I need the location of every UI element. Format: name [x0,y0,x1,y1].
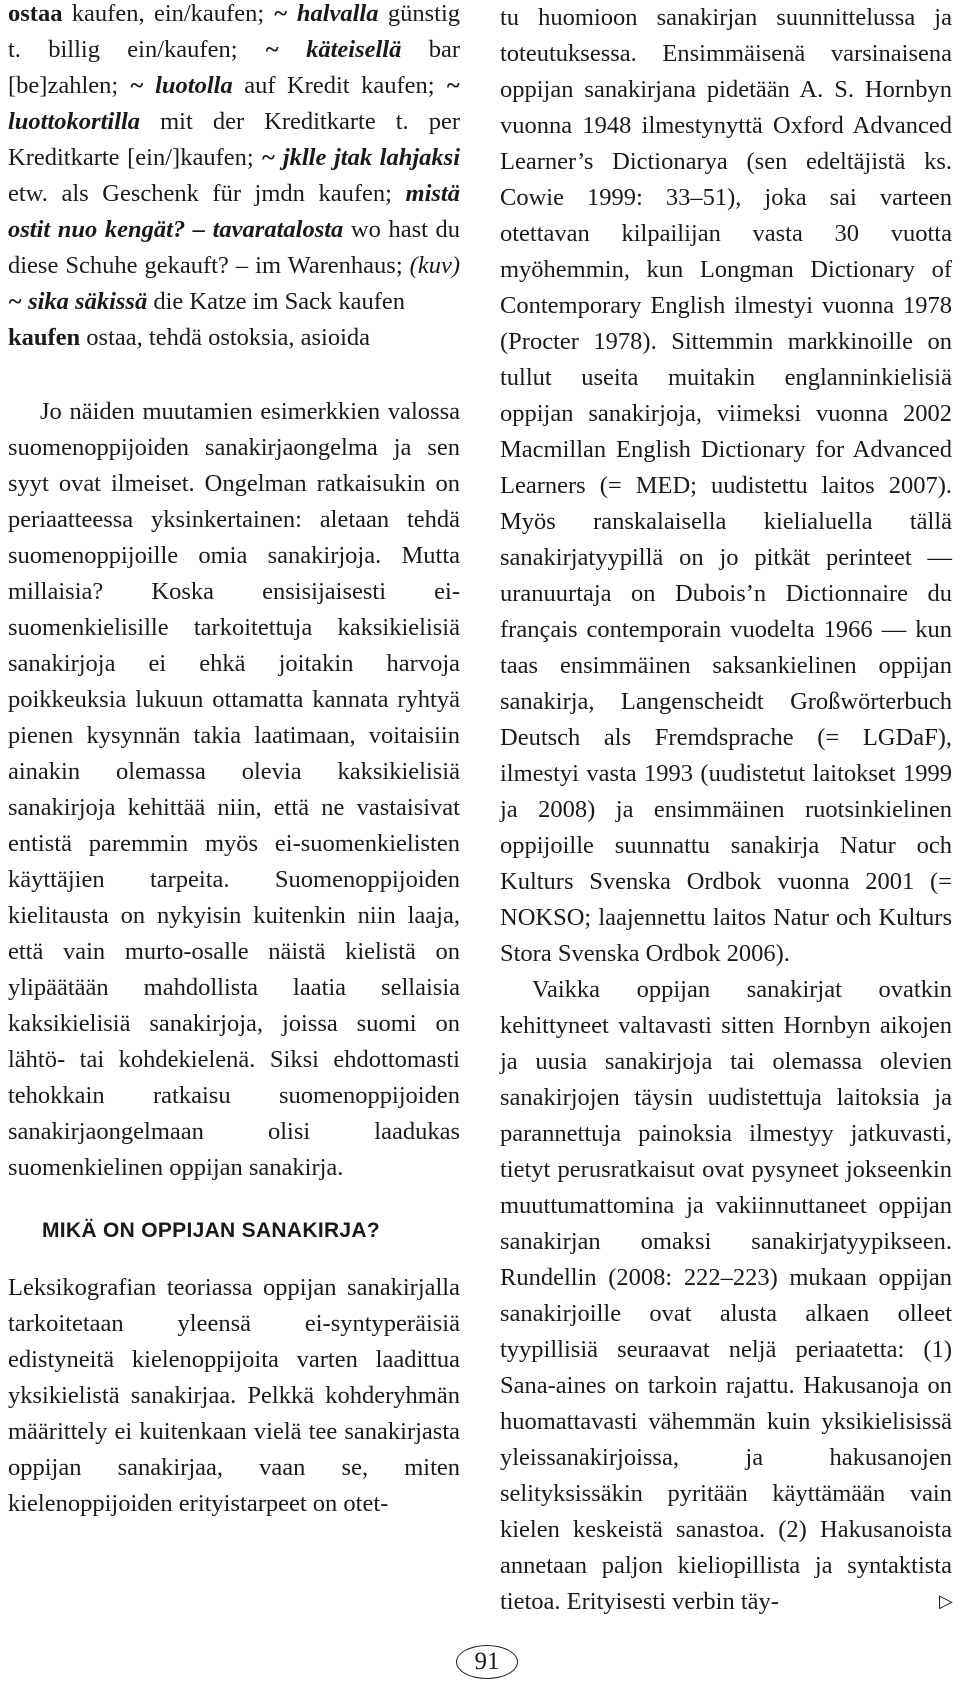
entry-text: auf Kredit kaufen; [232,72,447,99]
entry-term: ~ jklle jtak lahjaksi [261,144,460,171]
entry-text: wo hast du diese Schuhe gekauft? – im Warenhaus; [8,216,460,279]
entry-term: ~ luotolla [129,72,233,99]
entry-text: günstig t. billig ein/kaufen; [8,0,461,63]
entry-term: kaufen [8,324,81,351]
entry-term: ~ sika säkissä [8,288,148,315]
continue-arrow-icon: ▷ [939,1591,953,1612]
entry-text: kaufen, ein/kaufen; [62,0,274,27]
entry-term: (kuv) [409,252,460,279]
left-column [8,0,460,1522]
right-column [500,0,952,1620]
body-paragraph: Vaikka oppijan sanakirjat ovatkin kehittyneet valtavasti sitten Hornbyn aikojen ja uusia sanakirjoja tai olemassa olevien sanakirjojen täysin uudistettuja laitoksia ja parannettuja painoksia ilmestyy jatkuvasti, tietyt perusratkaisut ovat pysyneet jokseenkin muuttumattomina ja vakiinnuttaneet oppijan sanakirjan omaksi sanakirjatyypikseen. Rundellin (2008: 222–223) mukaan oppijan sanakirjoille ovat alusta alkaen olleet tyypillisiä seuraavat neljä periaatetta: (1) Sana-aines on tarkoin rajattu. Hakusanoja on huomattavasti vähemmän kuin yksikielisissä yleissanakirjoissa, ja hakusanojen selityksissäkin pyritään käyttämään vain kielen keskeistä sanastoa. (2) Hakusanoista annetaan paljon kieliopillista ja syntaktista tietoa. Erityisesti verbin täy- [500,976,952,1615]
entry-term: ostaa [8,0,63,27]
page-number: 91 [456,1645,518,1679]
entry-text: bar [be]zahlen; [8,36,460,99]
body-paragraph: Leksikografian teoriassa oppijan sanakirjalla tarkoitetaan yleensä ei-syntyperäisiä edistyneitä kielenoppijoita varten laadittua yksikielistä sanakirjaa. Pelkkä kohderyhmän määrittely ei kuitenkaan vielä tee sanakirjasta oppijan sanakirjaa, vaan se, miten kielenoppijoiden erityistarpeet on otet- [8,1274,460,1517]
entry-text: die Katze im Sack kaufen [147,288,406,315]
section-heading: MIKÄ ON OPPIJAN SANAKIRJA? [42,1219,380,1242]
entry-term: ~ halvalla [273,0,379,27]
entry-term: ~ luottokortilla [8,72,460,135]
entry-text: etw. als Geschenk für jmdn kaufen; [8,180,406,207]
dictionary-entry-kaufen [8,320,460,356]
dictionary-entry-ostaa [8,0,460,320]
entry-term: ~ käteisellä [264,36,402,63]
entry-text: ostaa, tehdä ostoksia, asioida [80,324,371,351]
entry-term: mistä ostit nuo kengät? – tavaratalosta [8,180,460,243]
body-paragraph: Jo näiden muutamien esimerkkien valossa suomenoppijoiden sanakirjaongelma ja sen syyt ovat ilmeiset. Ongelman ratkaisukin on periaatteessa yksinkertainen: aletaan tehdä suomenoppijoille omia sanakirjoja. Mutta millaisia? Koska ensisijaisesti ei-suomenkielisille tarkoitettuja kaksikielisiä sanakirjoja ei ehkä joitakin harvoja poikkeuksia lukuun ottamatta kannata ryhtyä pienen kysynnän takia laatimaan, voitaisiin ainakin olemassa olevia kaksikielisiä sanakirjoja kehittää niin, että ne vastaisivat entistä paremmin myös ei-suomenkielisten käyttäjien tarpeita. Suomenoppijoiden kielitausta on nykyisin kuitenkin niin laaja, että vain murto-osalle näistä kielistä on ylipäätään mahdollista laatia sellaisia kaksikielisiä sanakirjoja, joissa suomi on lähtö- tai kohdekielenä. Siksi ehdottomasti tehokkain ratkaisu suomenoppijoiden sanakirjaongelmaan olisi laadukas suomenkielinen oppijan sanakirja. [8,398,460,1181]
body-paragraph: tu huomioon sanakirjan suunnittelussa ja toteutuksessa. Ensimmäisenä varsinaisena oppijan sanakirjana pidetään A. S. Hornbyn vuonna 1948 ilmestynyttä Oxford Advanced Learner’s Dictionarya (sen edeltäjistä ks. Cowie 1999: 33–51), joka sai varteen otettavan kilpailijan vasta 30 vuotta myöhemmin, kun Longman Dictionary of Contemporary English ilmestyi vuonna 1978 (Procter 1978). Sittemmin markkinoille on tullut useita muitakin englanninkielisiä oppijan sanakirjoja, viimeksi vuonna 2002 Macmillan English Dictionary for Advanced Learners (= MED; uudistettu laitos 2007). Myös ranskalaisella kielialuella tällä sanakirjatyypillä on jo pitkät perinteet — uranuurtaja on Dubois’n Dictionnaire du français contemporain vuodelta 1966 — kun taas ensimmäinen saksankielinen oppijan sanakirja, Langenscheidt Großwörterbuch Deutsch als Fremdsprache (= LGDaF), ilmestyi vasta 1993 (uudistetut laitokset 1999 ja 2008) ja ensimmäinen ruotsinkielinen oppijoille suunnattu sanakirja Natur och Kulturs Svenska Ordbok vuonna 2001 (= NOKSO; laajennettu laitos Natur och Kulturs Stora Svenska Ordbok 2006). [500,4,952,967]
entry-text: mit der Kreditkarte t. per Kreditkarte [ein/]kaufen; [8,108,460,171]
